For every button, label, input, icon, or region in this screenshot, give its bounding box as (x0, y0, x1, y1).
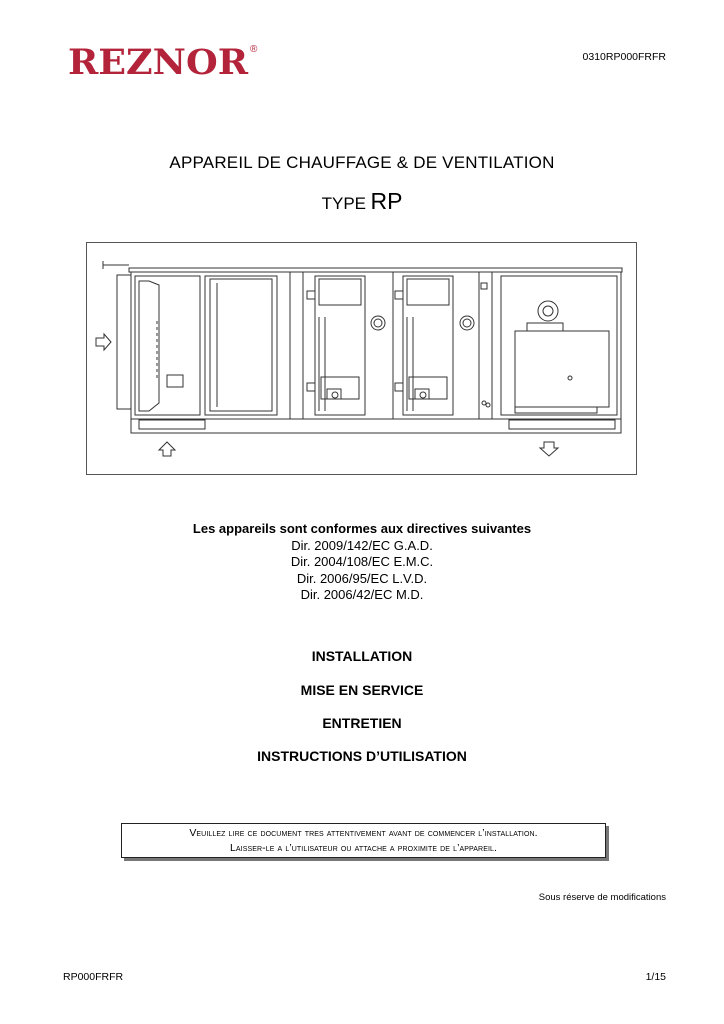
section-mise-en-service: MISE EN SERVICE (300, 682, 424, 698)
warning-line-1: Veuillez lire ce document tres attentivement avant de commencer l’installation. (189, 827, 538, 839)
directive-item: Dir. 2004/108/EC E.M.C. (290, 554, 434, 569)
directive-item: Dir. 2006/95/EC L.V.D. (296, 570, 428, 586)
section-installation: INSTALLATION (311, 648, 413, 664)
type-name: RP (370, 188, 403, 214)
directives-heading: Les appareils sont conformes aux directives suivantes (192, 521, 532, 536)
type-prefix: TYPE (321, 194, 366, 213)
type-line (0, 188, 724, 215)
directive-item: Dir. 2009/142/EC G.A.D. (291, 537, 433, 553)
modification-notice: Sous réserve de modifications (538, 892, 666, 903)
svg-text:®: ® (250, 44, 258, 55)
reznor-logo (68, 40, 262, 80)
section-entretien: ENTRETIEN (322, 715, 402, 731)
directives-block (0, 521, 724, 604)
warning-box (121, 823, 606, 858)
warning-line-2: Laisser-le a l’utilisateur ou attache a proximite de l’appareil. (229, 842, 498, 854)
svg-text:REZNOR: REZNOR (68, 42, 249, 80)
page-title: APPAREIL DE CHAUFFAGE & DE VENTILATION (169, 153, 555, 172)
section-instructions: INSTRUCTIONS D’UTILISATION (257, 748, 467, 764)
page-number: 1/15 (645, 971, 666, 983)
document-code: 0310RP000FRFR (582, 51, 666, 63)
unit-drawing (86, 242, 637, 475)
directive-item: Dir. 2006/42/EC M.D. (300, 587, 424, 602)
footer-doc-ref: RP000FRFR (63, 971, 124, 983)
